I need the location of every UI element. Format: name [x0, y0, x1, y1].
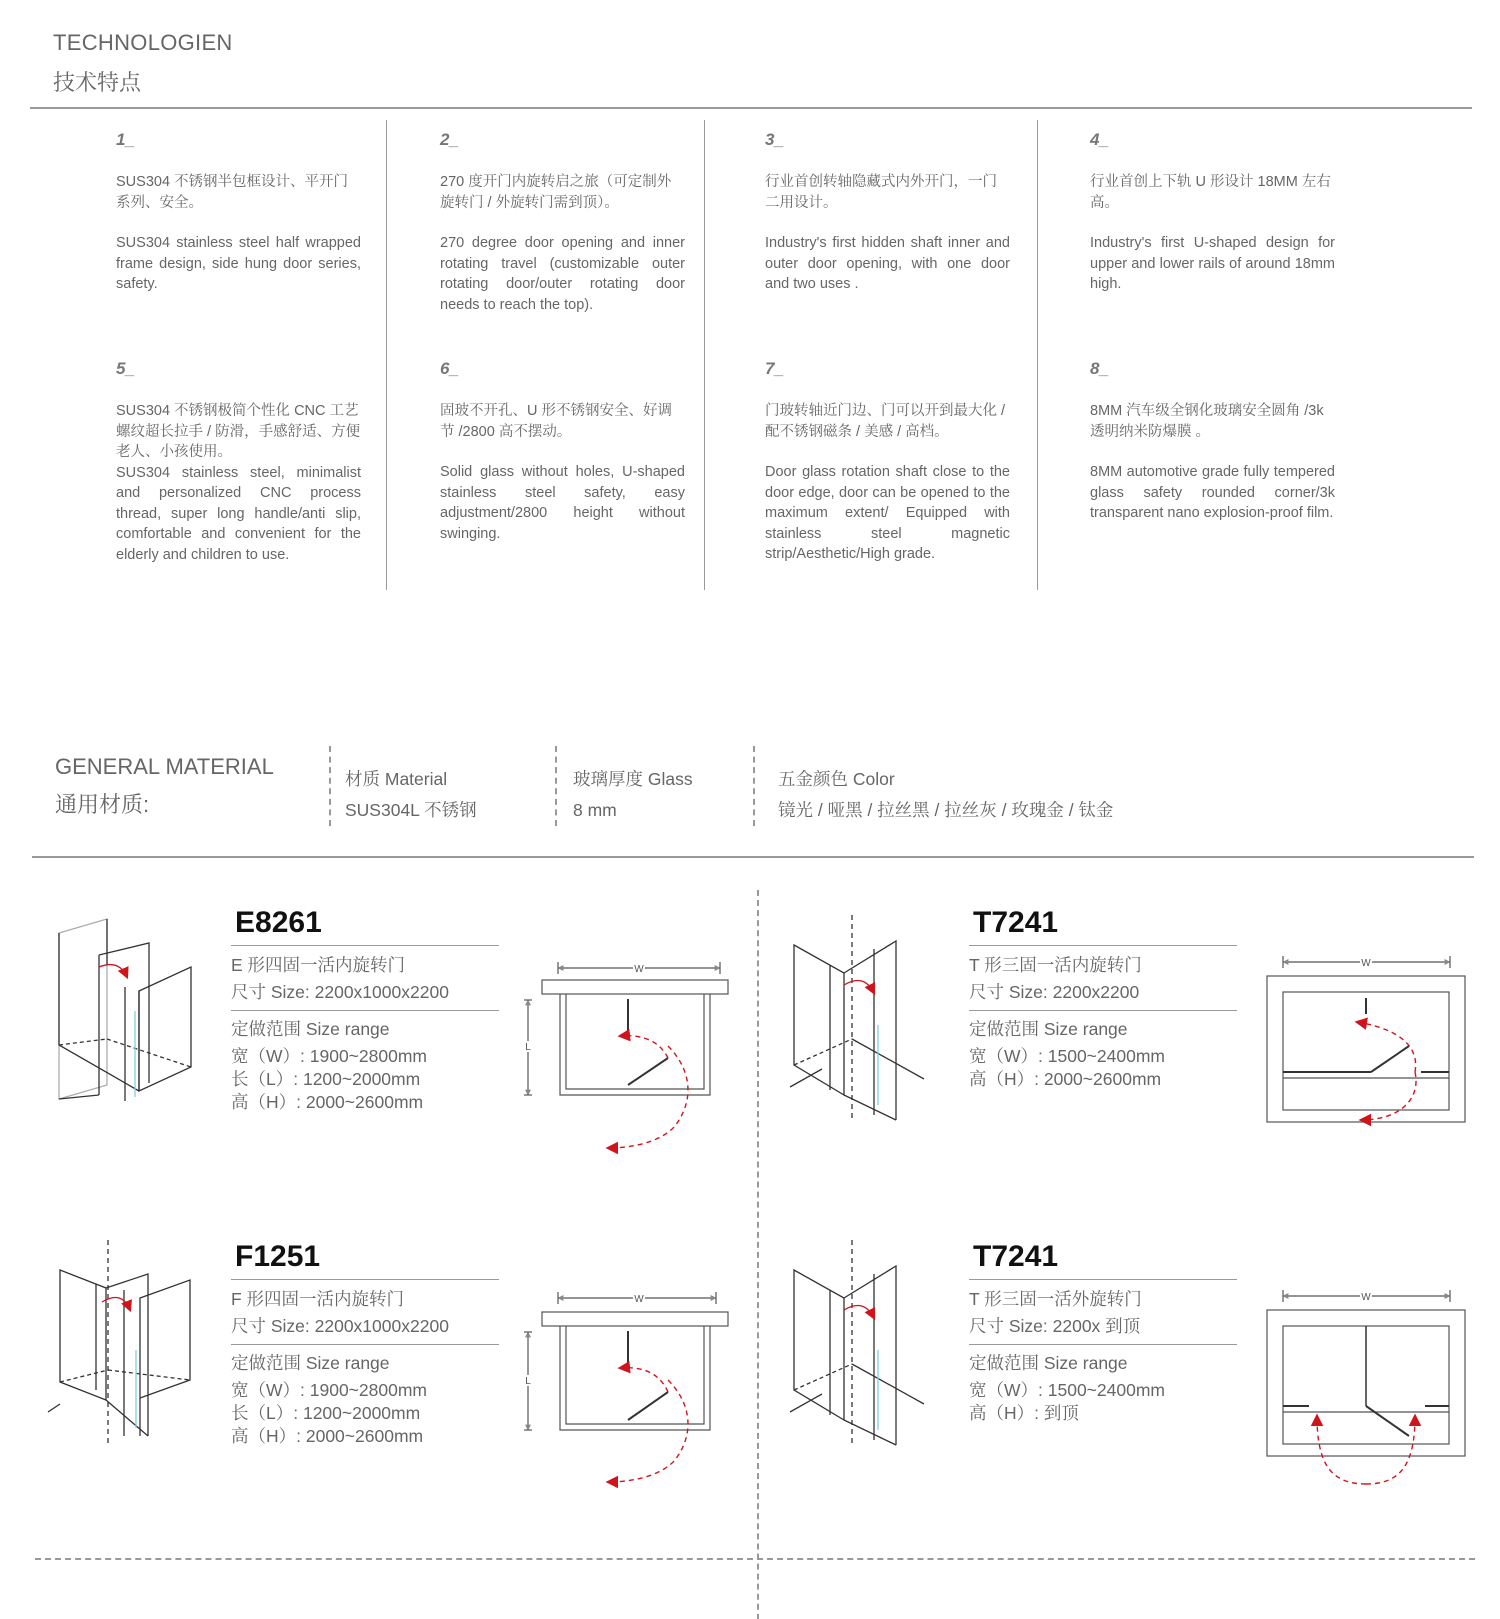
feature-text-en: SUS304 stainless steel, minimalist and personalized CNC process thread, super long handle/anti slip, comfortable and convenient for the elderly and children to use.	[116, 464, 361, 563]
product-desc: E 形四固一活内旋转门	[231, 955, 406, 975]
feature-text-en: 270 degree door opening and inner rotating travel (customizable outer rotating door/outer rotating door needs to reach the top).	[440, 235, 685, 313]
t-shape-3d-diagram	[790, 915, 940, 1120]
column-divider	[704, 120, 705, 590]
product-divider	[231, 1344, 499, 1345]
feature-item	[1090, 359, 1335, 524]
material-divider	[555, 746, 557, 826]
size-range-item: 长（L）: 1200~2000mm	[231, 1069, 421, 1089]
product-divider	[231, 1010, 499, 1011]
feature-number: 7_	[765, 359, 784, 378]
size-range-item: 高（H）: 2000~2600mm	[969, 1069, 1162, 1089]
material-item	[345, 764, 477, 826]
size-range	[231, 1352, 427, 1448]
product-divider	[969, 1279, 1237, 1280]
column-divider	[1037, 120, 1038, 590]
material-divider	[329, 746, 331, 826]
product-divider	[969, 945, 1237, 946]
e-shape-plan-diagram	[520, 950, 730, 1150]
size-range-item: 高（H）: 2000~2600mm	[231, 1426, 424, 1446]
column-divider	[386, 120, 387, 590]
feature-item	[440, 359, 685, 544]
product-column-divider	[757, 890, 759, 1619]
feature-number: 2_	[440, 130, 459, 149]
product-info	[231, 1286, 449, 1340]
width-label: W	[634, 1294, 644, 1305]
material-value: SUS304L 不锈钢	[345, 800, 477, 820]
size-range-item: 宽（W）: 1900~2800mm	[231, 1380, 427, 1400]
feature-text-zh: 270 度开门内旋转启之旅（可定制外旋转门 / 外旋转门需到顶）。	[440, 174, 672, 211]
feature-item	[1090, 130, 1335, 295]
feature-text-en: SUS304 stainless steel half wrapped frame design, side hung door series, safety.	[116, 235, 361, 292]
product-code: T7241	[973, 906, 1059, 939]
feature-text-en: Door glass rotation shaft close to the door edge, door can be opened to the maximum extent/ Equipped with stainless steel magnetic strip/Aesthetic/High grade.	[765, 464, 1010, 562]
material-value: 8 mm	[573, 800, 617, 820]
feature-text-zh: 门玻转轴近门边、门可以开到最大化 / 配不锈钢磁条 / 美感 / 高档。	[765, 403, 1006, 440]
material-label: 材质 Material	[345, 769, 448, 789]
width-label: W	[1361, 958, 1371, 969]
feature-text-zh: 行业首创转轴隐藏式内外开门，一门二用设计。	[765, 174, 997, 211]
size-range-title: 定做范围 Size range	[969, 1019, 1128, 1039]
t-shape-outer-3d-diagram	[790, 1240, 940, 1445]
top-divider	[30, 107, 1472, 109]
mid-divider	[32, 856, 1474, 858]
feature-text-zh: SUS304 不锈钢半包框设计、平开门系列、安全。	[116, 174, 349, 211]
size-range-item: 宽（W）: 1500~2400mm	[969, 1380, 1165, 1400]
length-label: L	[525, 1376, 531, 1387]
product-size: 尺寸 Size: 2200x 到顶	[969, 1316, 1141, 1336]
material-title-en: GENERAL MATERIAL	[55, 754, 274, 779]
feature-number: 6_	[440, 359, 459, 378]
size-range-item: 宽（W）: 1500~2400mm	[969, 1046, 1165, 1066]
length-label: L	[525, 1042, 531, 1053]
product-code: E8261	[235, 906, 322, 939]
feature-text-zh: SUS304 不锈钢极简个性化 CNC 工艺螺纹超长拉手 / 防滑，手感舒适、方便老人、小孩使用。	[116, 403, 361, 460]
material-item	[573, 764, 693, 826]
size-range-item: 高（H）: 2000~2600mm	[231, 1092, 424, 1112]
product-info	[969, 1286, 1142, 1340]
feature-item	[440, 130, 685, 315]
feature-item	[116, 359, 361, 565]
size-range-item: 宽（W）: 1900~2800mm	[231, 1046, 427, 1066]
feature-item	[765, 130, 1010, 295]
product-divider	[969, 1344, 1237, 1345]
size-range	[969, 1352, 1165, 1425]
product-desc: F 形四固一活内旋转门	[231, 1289, 405, 1309]
feature-text-en: Solid glass without holes, U-shaped stainless steel safety, easy adjustment/2800 height without swinging.	[440, 464, 685, 542]
material-label: 五金颜色 Color	[778, 769, 895, 789]
feature-number: 5_	[116, 359, 135, 378]
product-desc: T 形三固一活外旋转门	[969, 1289, 1142, 1309]
product-code: T7241	[973, 1240, 1059, 1273]
size-range-title: 定做范围 Size range	[231, 1353, 390, 1373]
product-divider	[231, 1279, 499, 1280]
size-range	[231, 1018, 427, 1114]
f-shape-3d-diagram	[48, 1240, 208, 1445]
size-range-title: 定做范围 Size range	[969, 1353, 1128, 1373]
feature-text-en: 8MM automotive grade fully tempered glass safety rounded corner/3k transparent nano explosion-proof film.	[1090, 464, 1335, 521]
product-size: 尺寸 Size: 2200x1000x2200	[231, 982, 449, 1002]
product-divider	[231, 945, 499, 946]
size-range-title: 定做范围 Size range	[231, 1019, 390, 1039]
t-shape-plan-diagram	[1265, 950, 1470, 1130]
feature-number: 1_	[116, 130, 135, 149]
feature-text-en: Industry's first U-shaped design for upper and lower rails of around 18mm high.	[1090, 235, 1335, 292]
f-shape-plan-diagram	[520, 1284, 730, 1484]
feature-item	[116, 130, 361, 295]
product-code: F1251	[235, 1240, 321, 1273]
feature-text-zh: 固玻不开孔、U 形不锈钢安全、好调节 /2800 高不摆动。	[440, 403, 672, 440]
bottom-divider	[35, 1558, 1475, 1560]
feature-number: 4_	[1090, 130, 1109, 149]
product-desc: T 形三固一活内旋转门	[969, 955, 1142, 975]
section-title-zh: 技术特点	[53, 70, 142, 95]
product-size: 尺寸 Size: 2200x1000x2200	[231, 1316, 449, 1336]
material-divider	[753, 746, 755, 826]
feature-text-zh: 行业首创上下轨 U 形设计 18MM 左右高。	[1090, 174, 1331, 211]
product-size: 尺寸 Size: 2200x2200	[969, 982, 1140, 1002]
size-range	[969, 1018, 1165, 1091]
width-label: W	[634, 964, 644, 975]
product-info	[231, 952, 449, 1006]
material-item	[778, 764, 1113, 826]
feature-number: 8_	[1090, 359, 1109, 378]
size-range-item: 高（H）: 到顶	[969, 1403, 1079, 1423]
section-title-en: TECHNOLOGIEN	[53, 30, 233, 55]
feature-item	[765, 359, 1010, 565]
product-info	[969, 952, 1142, 1006]
t-shape-outer-plan-diagram	[1265, 1284, 1470, 1484]
material-label: 玻璃厚度 Glass	[573, 769, 693, 789]
size-range-item: 长（L）: 1200~2000mm	[231, 1403, 421, 1423]
material-value: 镜光 / 哑黑 / 拉丝黑 / 拉丝灰 / 玫瑰金 / 钛金	[778, 800, 1114, 820]
feature-text-zh: 8MM 汽车级全钢化玻璃安全圆角 /3k 透明纳米防爆膜 。	[1090, 403, 1324, 440]
e-shape-3d-diagram	[55, 915, 205, 1115]
material-title-zh: 通用材质:	[55, 792, 150, 817]
feature-number: 3_	[765, 130, 784, 149]
feature-text-en: Industry's first hidden shaft inner and outer door opening, with one door and two uses .	[765, 235, 1010, 292]
width-label: W	[1361, 1292, 1371, 1303]
product-divider	[969, 1010, 1237, 1011]
